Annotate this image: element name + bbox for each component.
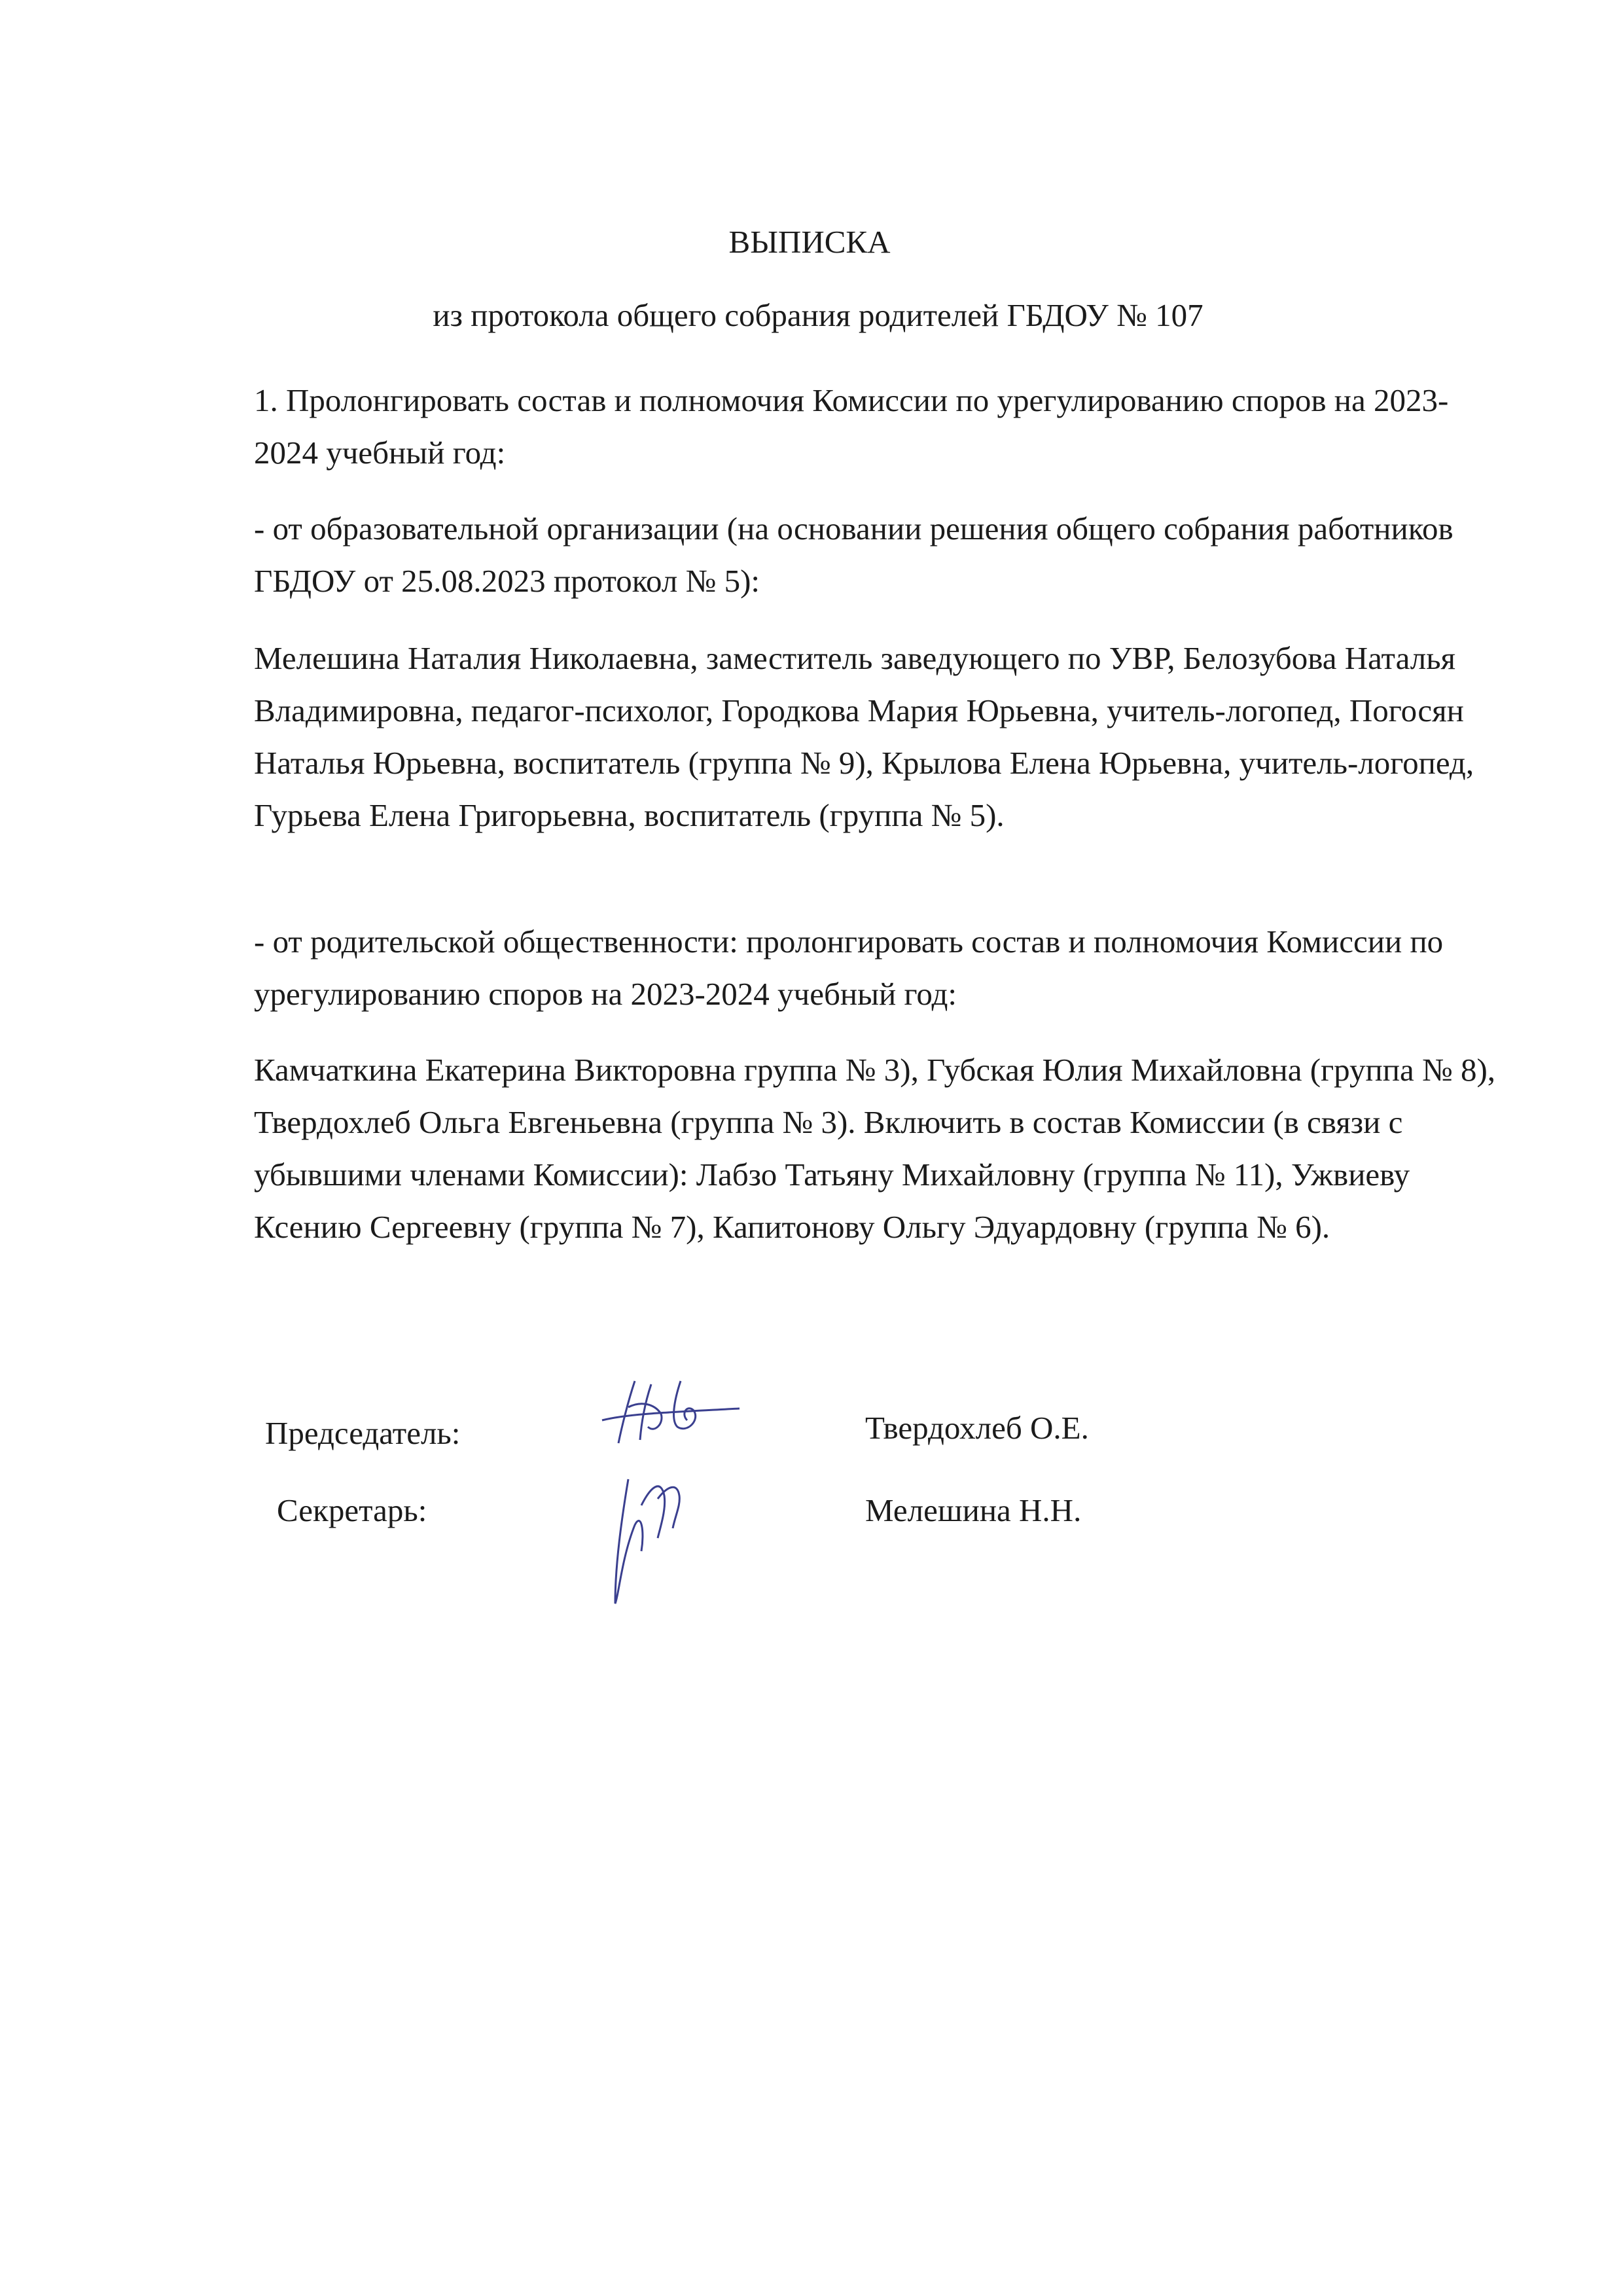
secretary-signature	[589, 1466, 720, 1610]
paragraph-resolution: 1. Пролонгировать состав и полномочия Комиссии по урегулированию споров на 2023-2024 учебный год:	[254, 382, 1449, 471]
paragraph-org-intro: - от образовательной организации (на основании решения общего собрания работников ГБДОУ от 25.08.2023 протокол № 5):	[254, 511, 1454, 599]
paragraph-parents-intro: - от родительской общественности: пролонгировать состав и полномочия Комиссии по урегулированию споров на 2023-2024 учебный год:	[254, 924, 1444, 1012]
document-subtitle: из протокола общего собрания родителей ГБДОУ № 107	[433, 297, 1204, 333]
paragraph-parents-members: Камчаткина Екатерина Викторовна группа № 3), Губская Юлия Михайловна (группа № 8), Твердохлеб Ольга Евгеньевна (группа № 3). Включить в состав Комиссии (в связи с убывшими членами Комиссии): Лабзо Татьяну Михайловну (группа № 11), Ужвиеву Ксению Сергеевну (группа № 7), Капитонову Ольгу Эдуардовну (группа № 6).	[254, 1052, 1496, 1245]
chair-name: Твердохлеб О.Е.	[865, 1410, 1089, 1446]
secretary-label: Секретарь:	[277, 1492, 427, 1528]
chair-signature	[589, 1374, 746, 1446]
secretary-name: Мелешина Н.Н.	[865, 1492, 1082, 1528]
document-title: ВЫПИСКА	[728, 224, 891, 260]
paragraph-org-members: Мелешина Наталия Николаевна, заместитель заведующего по УВР, Белозубова Наталья Владимировна, педагог-психолог, Городкова Мария Юрьевна, учитель-логопед, Погосян Наталья Юрьевна, воспитатель (группа № 9), Крылова Елена Юрьевна, учитель-логопед, Гурьева Елена Григорьевна, воспитатель (группа № 5).	[254, 640, 1474, 833]
chair-label: Председатель:	[265, 1415, 461, 1451]
